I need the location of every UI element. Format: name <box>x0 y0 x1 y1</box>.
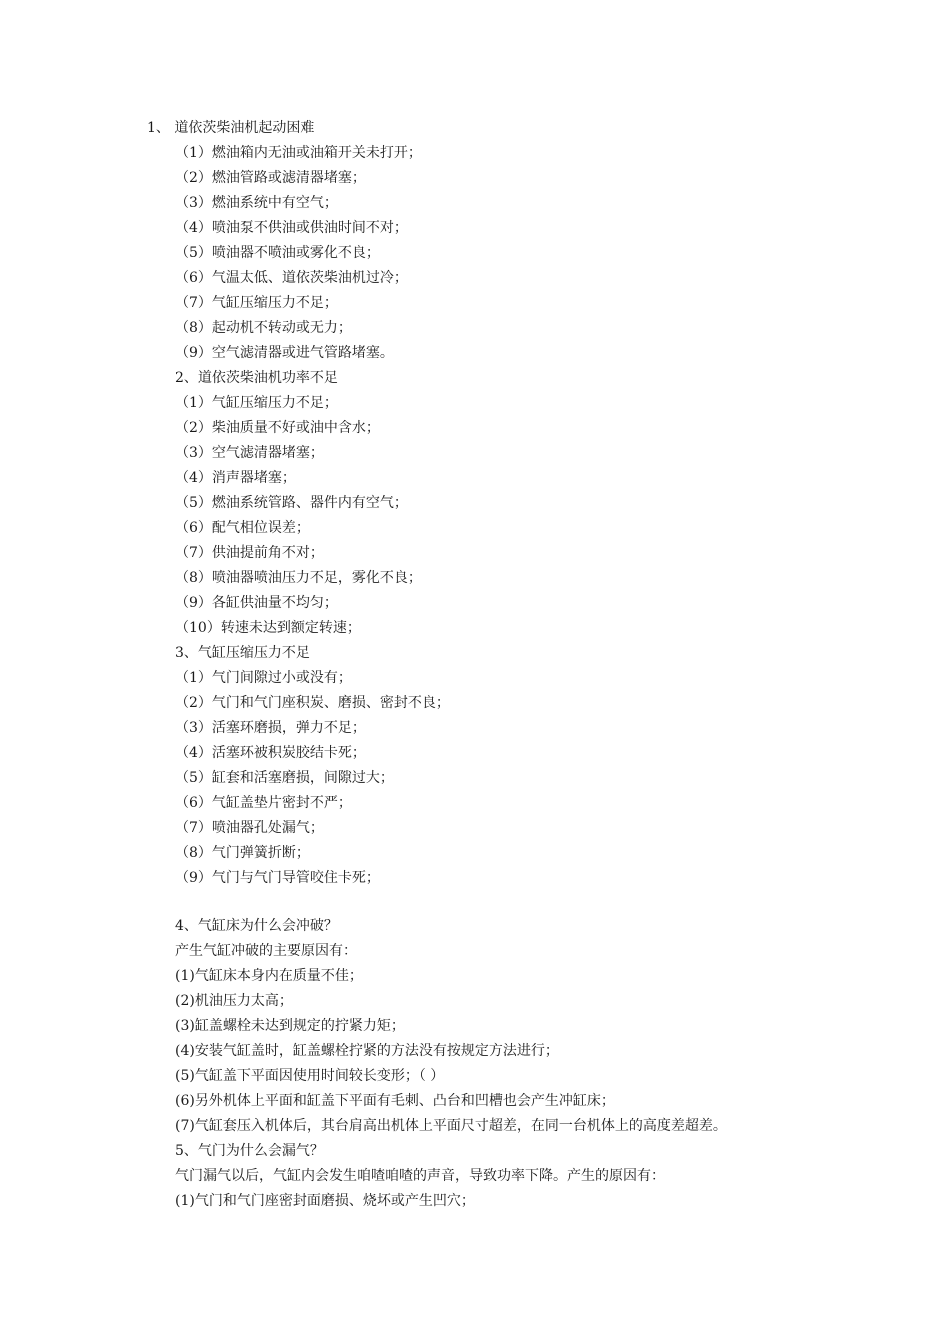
list-item: （8）气门弹簧折断； <box>175 845 310 861</box>
list-item: （7）喷油器孔处漏气； <box>175 820 324 836</box>
list-item: （9）气门与气门导管咬住卡死； <box>175 870 380 886</box>
list-item: (5)气缸盖下平面因使用时间较长变形；（ ） <box>175 1068 445 1084</box>
list-item: （4）喷油泵不供油或供油时间不对； <box>175 220 408 236</box>
section-4-heading: 4、气缸床为什么会冲破？ <box>175 918 338 934</box>
list-item: （5）喷油器不喷油或雾化不良； <box>175 245 380 261</box>
list-item: （9）空气滤清器或进气管路堵塞。 <box>175 345 394 361</box>
list-item: (7)气缸套压入机体后，其台肩高出机体上平面尺寸超差，在同一台机体上的高度差超差。 <box>175 1118 727 1134</box>
list-item: (1)气门和气门座密封面磨损、烧坏或产生凹穴； <box>175 1193 475 1209</box>
list-item: （4）消声器堵塞； <box>175 470 296 486</box>
list-item: （9）各缸供油量不均匀； <box>175 595 338 611</box>
list-item: (2)机油压力太高； <box>175 993 293 1009</box>
list-item: （7）供油提前角不对； <box>175 545 324 561</box>
list-item: （7）气缸压缩压力不足； <box>175 295 338 311</box>
section-3-heading: 3、气缸压缩压力不足 <box>175 645 310 661</box>
list-item: （1）气门间隙过小或没有； <box>175 670 352 686</box>
section-2-heading: 2、道依茨柴油机功率不足 <box>175 370 338 386</box>
list-item: （4）活塞环被积炭胶结卡死； <box>175 745 366 761</box>
list-item: （2）燃油管路或滤清器堵塞； <box>175 170 366 186</box>
list-item: （8）起动机不转动或无力； <box>175 320 352 336</box>
list-item: （5）缸套和活塞磨损，间隙过大； <box>175 770 394 786</box>
paragraph: 产生气缸冲破的主要原因有： <box>175 943 357 959</box>
list-item: （10）转速未达到额定转速； <box>175 620 361 636</box>
paragraph: 气门漏气以后，气缸内会发生咱喳咱喳的声音，导致功率下降。产生的原因有： <box>175 1168 665 1184</box>
list-item: （5）燃油系统管路、器件内有空气； <box>175 495 408 511</box>
list-item: （3）燃油系统中有空气； <box>175 195 338 211</box>
list-item: (4)安装气缸盖时，缸盖螺栓拧紧的方法没有按规定方法进行； <box>175 1043 559 1059</box>
list-item: （3）活塞环磨损，弹力不足； <box>175 720 366 736</box>
list-item: （2）气门和气门座积炭、磨损、密封不良； <box>175 695 450 711</box>
list-item: （1）燃油箱内无油或油箱开关未打开； <box>175 145 422 161</box>
list-item: (6)另外机体上平面和缸盖下平面有毛刺、凸台和凹槽也会产生冲缸床； <box>175 1093 615 1109</box>
list-item: （8）喷油器喷油压力不足，雾化不良； <box>175 570 422 586</box>
list-item: （3）空气滤清器堵塞； <box>175 445 324 461</box>
list-item: （1）气缸压缩压力不足； <box>175 395 338 411</box>
list-item: （6）气缸盖垫片密封不严； <box>175 795 352 811</box>
list-item: （6）气温太低、道依茨柴油机过冷； <box>175 270 408 286</box>
list-item: （6）配气相位误差； <box>175 520 310 536</box>
list-item: (3)缸盖螺栓未达到规定的拧紧力矩； <box>175 1018 405 1034</box>
section-1-heading: 1、 道依茨柴油机起动困难 <box>147 120 315 136</box>
list-item: (1)气缸床本身内在质量不佳； <box>175 968 363 984</box>
list-item: （2）柴油质量不好或油中含水； <box>175 420 380 436</box>
section-5-heading: 5、气门为什么会漏气？ <box>175 1143 324 1159</box>
